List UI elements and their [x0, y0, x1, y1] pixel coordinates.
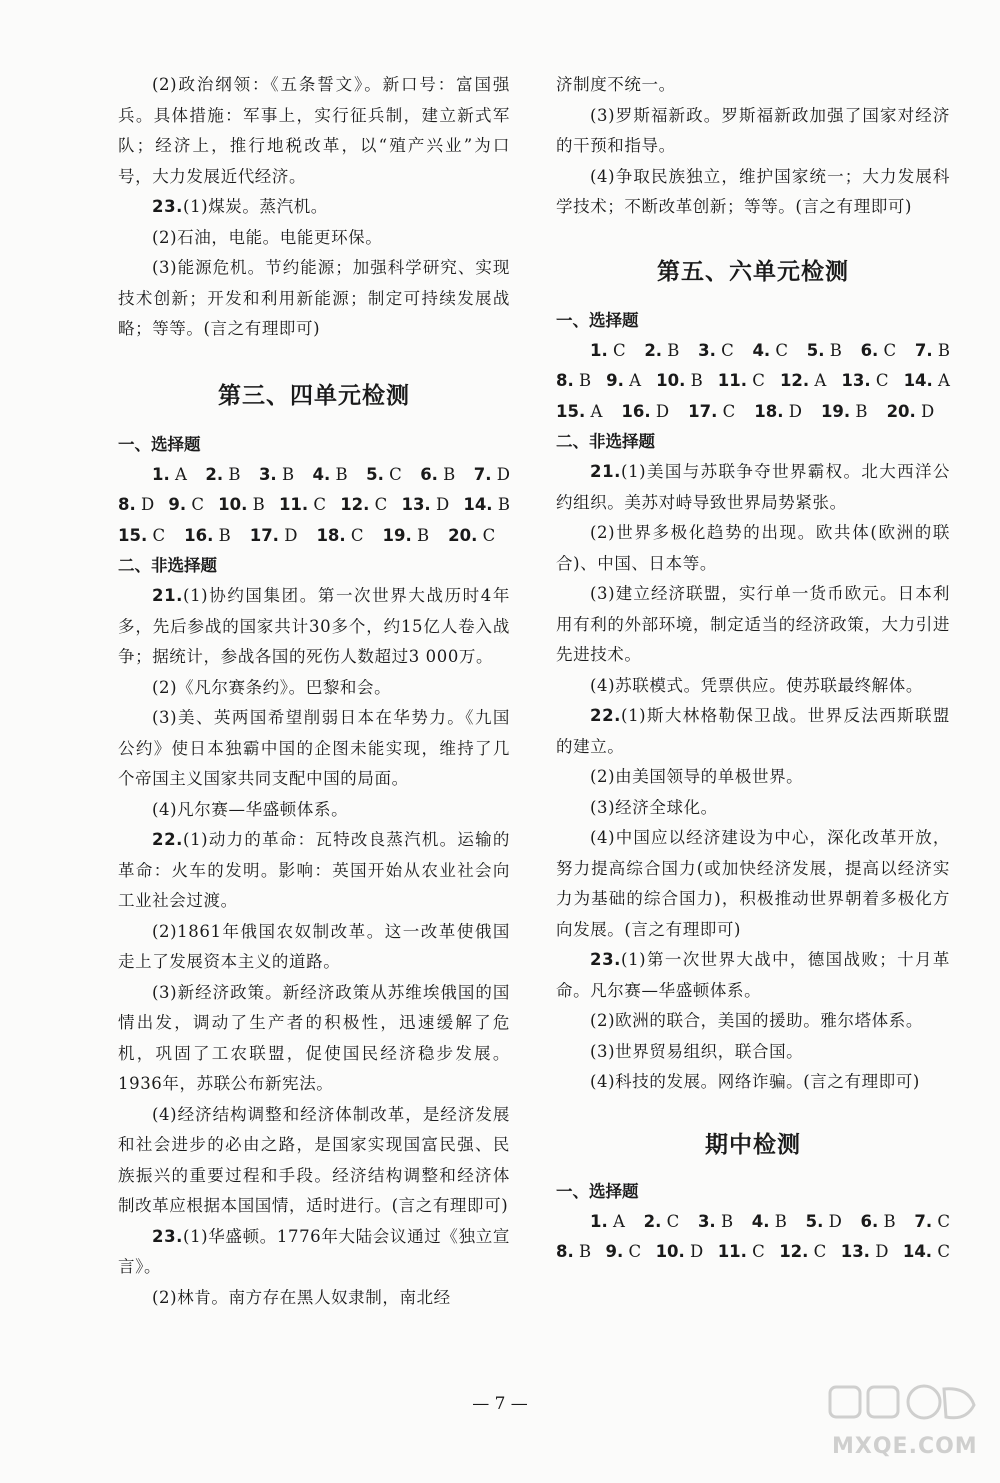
- answer-item: [279, 490, 326, 521]
- answer-letter: C: [607, 340, 626, 360]
- paragraph: (2)林肯。南方存在黑人奴隶制，南北经: [152, 1287, 451, 1307]
- answer-letter: B: [824, 340, 842, 360]
- answer-21: [118, 581, 510, 673]
- paragraph: (2)欧洲的联合，美国的援助。雅尔塔体系。: [590, 1011, 923, 1030]
- question-number: 20.: [886, 401, 916, 421]
- answer-letter: B: [850, 401, 868, 421]
- paragraph: (2)世界多极化趋势的出现。欧共体(欧洲的联合)、中国、日本等。: [556, 523, 950, 573]
- question-number: 7.: [473, 464, 492, 484]
- answer-item: [590, 336, 626, 367]
- answer-grid: [556, 336, 950, 428]
- answer-letter: C: [186, 495, 205, 514]
- answer-text: (1)动力的革命：瓦特改良蒸汽机。运输的革命：火车的发明。影响：英国开始从农业社会向工业社会过渡。: [118, 830, 510, 910]
- answer-letter: A: [607, 1211, 625, 1231]
- answer-item: [420, 460, 455, 491]
- question-number: 18.: [316, 525, 346, 545]
- answer-letter: B: [573, 371, 592, 390]
- answer-item: [259, 460, 294, 491]
- answer-item: [118, 490, 154, 521]
- answer-item: [383, 521, 430, 552]
- question-number: 4.: [752, 340, 771, 360]
- paragraph: (3)美、英两国希望削弱日本在华势力。《九国公约》使日本独霸中国的企图未能实现，维持了几个帝国主义国家共同支配中国的局面。: [118, 708, 510, 788]
- answer-letter: B: [276, 464, 295, 484]
- section-title: 第五、六单元检测: [657, 257, 849, 285]
- answer-letter: C: [870, 371, 889, 390]
- question-number: 8.: [118, 495, 136, 514]
- answer-row: [556, 366, 950, 397]
- answer-letter: D: [430, 495, 450, 514]
- section-title: 第三、四单元检测: [218, 381, 410, 409]
- paragraph: (3)经济全球化。: [590, 797, 718, 817]
- section-title: 期中检测: [705, 1130, 801, 1158]
- question-number: 14.: [902, 1242, 933, 1261]
- answer-letter: A: [585, 401, 603, 421]
- answer-item: [806, 1207, 842, 1238]
- answer-letter: B: [685, 371, 703, 390]
- question-number: 14.: [463, 495, 493, 514]
- answer-item: [340, 490, 387, 521]
- answer-item: [718, 366, 765, 397]
- left-column: [118, 70, 510, 1313]
- answer-item: [205, 460, 240, 491]
- answer-letter: C: [369, 495, 388, 514]
- answer-letter: B: [715, 1211, 734, 1231]
- part-heading: 二、非选择题: [118, 556, 217, 575]
- answer-letter: C: [661, 1211, 680, 1231]
- answer-text: (1)美国与苏联争夺世界霸权。北大西洋公约组织。美苏对峙导致世界局势紧张。: [556, 462, 950, 512]
- question-number: 19.: [382, 525, 412, 545]
- answer-letter: A: [809, 371, 827, 390]
- answer-item: [152, 460, 187, 491]
- paragraph: (3)世界贸易组织，联合国。: [590, 1041, 804, 1061]
- paragraph: (2)石油，电能。电能更环保。: [152, 227, 383, 247]
- question-number: 7.: [914, 340, 933, 360]
- question-number: 18.: [754, 401, 784, 421]
- answer-letter: C: [383, 464, 402, 484]
- paragraph: (2)政治纲领：《五条誓文》。新口号：富国强兵。具体措施：军事上，实行征兵制，建立新式军队；经济上，推行地税改革，以“殖产兴业”为口号，大力发展近代经济。: [118, 75, 510, 186]
- answer-item: [821, 397, 868, 428]
- question-number: 5.: [805, 1211, 824, 1231]
- answer-item: [556, 397, 602, 428]
- question-number: 23.: [152, 1226, 184, 1246]
- answer-item: [887, 397, 935, 428]
- answer-item: [914, 1207, 950, 1238]
- answer-letter: C: [770, 340, 789, 360]
- answer-item: [590, 1207, 625, 1238]
- answer-item: [752, 1207, 787, 1238]
- answer-row: [556, 1207, 950, 1238]
- answer-item: [366, 460, 402, 491]
- answer-letter: A: [932, 371, 950, 390]
- answer-item: [841, 1237, 889, 1268]
- answer-23: [118, 1222, 510, 1283]
- right-column: [556, 70, 950, 1268]
- answer-item: [118, 521, 165, 552]
- question-number: 11.: [717, 1242, 747, 1261]
- question-number: 6.: [860, 340, 879, 360]
- answer-text: (1)第一次世界大战中，德国战败；十月革命。凡尔赛—华盛顿体系。: [556, 950, 950, 1000]
- question-number: 10.: [218, 495, 248, 514]
- answer-letter: C: [747, 371, 765, 390]
- paragraph: (2)《凡尔赛条约》。巴黎和会。: [152, 677, 392, 697]
- answer-letter: B: [437, 464, 456, 484]
- paragraph: (2)由美国领导的单极世界。: [590, 767, 804, 786]
- watermark-seal-box: [868, 1387, 898, 1417]
- question-number: 22.: [590, 706, 622, 725]
- answer-item: [218, 490, 265, 521]
- answer-item: [656, 366, 703, 397]
- answer-letter: B: [330, 464, 348, 484]
- question-number: 9.: [606, 371, 624, 390]
- question-number: 4.: [312, 464, 331, 484]
- paragraph: (4)经济结构调整和经济体制改革，是经济发展和社会进步的必由之路，是国家实现国富民强、民族振兴的重要过程和手段。经济结构调整和经济体制改革应根据本国国情，适时进行。(言之有理即可): [118, 1104, 510, 1215]
- answer-item: [401, 490, 449, 521]
- answer-letter: C: [746, 1242, 765, 1261]
- question-number: 5.: [806, 340, 825, 360]
- answer-letter: D: [915, 401, 935, 421]
- question-number: 10.: [656, 371, 686, 390]
- part-heading: 一、选择题: [556, 1181, 639, 1201]
- question-number: 1.: [590, 1211, 608, 1231]
- answer-item: [807, 336, 842, 367]
- question-number: 12.: [779, 371, 810, 390]
- question-number: 3.: [698, 340, 716, 360]
- paragraph: (4)中国应以经济建设为中心，深化改革开放，努力提高综合国力(或加快经济发展，提高以经济实力为基础的综合国力)，积极推动世界朝着多极化方向发展。(言之有理即可): [556, 828, 950, 939]
- question-number: 3.: [697, 1211, 716, 1231]
- answer-item: [250, 521, 298, 552]
- answer-letter: D: [869, 1242, 889, 1261]
- answer-item: [316, 521, 363, 552]
- answer-letter: D: [135, 495, 155, 514]
- question-number: 8.: [556, 1242, 574, 1261]
- answer-item: [841, 366, 888, 397]
- answer-row: [556, 1237, 950, 1268]
- paragraph: 济制度不统一。: [556, 75, 676, 94]
- question-number: 12.: [340, 495, 370, 514]
- answer-row: [118, 460, 510, 491]
- answer-letter: A: [623, 371, 642, 390]
- answer-text: (1)煤炭。蒸汽机。: [183, 197, 328, 216]
- answer-22: [118, 825, 510, 917]
- paragraph: (4)科技的发展。网络诈骗。(言之有理即可): [590, 1072, 920, 1091]
- answer-item: [556, 366, 591, 397]
- paragraph: (3)新经济政策。新经济政策从苏维埃俄国的国情出发，调动了生产者的积极性，迅速缓解了危机，巩固了工农联盟，促使国民经济稳步发展。1936年，苏联公布新宪法。: [118, 982, 510, 1093]
- paragraph: (4)争取民族独立，维护国家统一；大力发展科学技术；不断改革创新；等等。(言之有理即可): [556, 166, 950, 216]
- answer-letter: D: [278, 525, 298, 545]
- question-number: 9.: [168, 495, 187, 514]
- paragraph: (3)能源危机。节约能源；加强科学研究、实现技术创新；开发和利用新能源；制定可持续发展战略；等等。(言之有理即可): [118, 258, 510, 338]
- answer-letter: C: [147, 525, 166, 545]
- answer-item: [904, 366, 950, 397]
- answer-letter: C: [878, 340, 897, 360]
- question-number: 8.: [556, 371, 574, 390]
- paragraph: (3)罗斯福新政。罗斯福新政加强了国家对经济的干预和指导。: [556, 105, 950, 155]
- question-number: 6.: [860, 1211, 879, 1231]
- answer-item: [606, 1237, 642, 1268]
- question-number: 2.: [644, 340, 663, 360]
- paragraph: (4)凡尔赛—华盛顿体系。: [152, 799, 349, 819]
- answer-item: [656, 1237, 704, 1268]
- answer-item: [698, 336, 734, 367]
- question-number: 22.: [152, 830, 184, 849]
- paragraph: (4)苏联模式。凭票供应。使苏联最终解体。: [590, 675, 923, 695]
- answer-letter: B: [213, 525, 231, 545]
- answer-23: [556, 945, 950, 1006]
- answer-letter: C: [932, 1242, 950, 1261]
- answer-row: [118, 490, 510, 521]
- question-number: 20.: [448, 525, 478, 545]
- question-number: 21.: [590, 462, 622, 481]
- part-heading: 二、非选择题: [556, 432, 655, 451]
- part-heading: 一、选择题: [556, 310, 639, 330]
- answer-grid: [118, 460, 510, 552]
- answer-item: [556, 1237, 591, 1268]
- question-number: 4.: [751, 1211, 770, 1231]
- answer-letter: C: [717, 401, 736, 421]
- answer-letter: C: [715, 340, 734, 360]
- answer-item: [915, 336, 950, 367]
- question-number: 12.: [779, 1242, 809, 1261]
- answer-item: [779, 1237, 826, 1268]
- answer-item: [606, 366, 641, 397]
- answer-letter: C: [623, 1242, 642, 1261]
- answer-item: [752, 336, 788, 367]
- answer-item: [861, 1207, 896, 1238]
- answer-grid: [556, 1207, 950, 1268]
- answer-item: [448, 521, 495, 552]
- answer-letter: B: [573, 1242, 592, 1261]
- answer-item: [313, 460, 348, 491]
- answer-item: [780, 366, 826, 397]
- part-heading: 一、选择题: [118, 434, 201, 454]
- answer-letter: B: [932, 340, 950, 360]
- question-number: 2.: [643, 1211, 662, 1231]
- answer-letter: B: [492, 495, 510, 514]
- question-number: 19.: [820, 401, 851, 421]
- question-number: 21.: [152, 586, 184, 605]
- question-number: 1.: [152, 464, 170, 484]
- answer-letter: C: [477, 525, 496, 545]
- question-number: 16.: [184, 525, 214, 545]
- answer-letter: B: [247, 495, 265, 514]
- answer-22: [556, 701, 950, 762]
- answer-row: [118, 521, 510, 552]
- answer-23: [118, 192, 510, 223]
- question-number: 6.: [420, 464, 438, 484]
- watermark-seal-box: [830, 1387, 860, 1417]
- question-number: 13.: [841, 371, 871, 390]
- question-number: 23.: [152, 197, 184, 216]
- answer-text: (1)斯大林格勒保卫战。世界反法西斯联盟的建立。: [556, 706, 950, 756]
- question-number: 17.: [249, 525, 279, 545]
- answer-item: [718, 1237, 765, 1268]
- answer-letter: D: [491, 464, 510, 484]
- answer-letter: D: [783, 401, 802, 421]
- answer-item: [463, 490, 510, 521]
- answer-row: [556, 397, 950, 428]
- answer-item: [184, 521, 231, 552]
- question-number: 11.: [278, 495, 309, 514]
- answer-text: (1)华盛顿。1776年大陆会议通过《独立宣言》。: [118, 1226, 510, 1276]
- question-number: 10.: [655, 1242, 685, 1261]
- paragraph: (2)1861年俄国农奴制改革。这一改革使俄国走上了发展资本主义的道路。: [118, 921, 510, 971]
- question-number: 17.: [688, 401, 718, 421]
- answer-letter: A: [169, 464, 187, 484]
- question-number: 13.: [840, 1242, 870, 1261]
- question-number: 23.: [590, 950, 622, 969]
- answer-item: [698, 1207, 733, 1238]
- answer-item: [644, 336, 679, 367]
- answer-letter: D: [650, 401, 670, 421]
- watermark-text: MXQE.COM: [832, 1434, 978, 1459]
- page-number: — 7 —: [472, 1394, 528, 1414]
- watermark-swoosh: [944, 1389, 974, 1418]
- answer-letter: C: [308, 495, 327, 514]
- answer-row: [556, 336, 950, 367]
- answer-letter: B: [769, 1211, 787, 1231]
- question-number: 7.: [914, 1211, 933, 1231]
- answer-item: [474, 460, 510, 491]
- question-number: 13.: [401, 495, 431, 514]
- answer-letter: B: [878, 1211, 896, 1231]
- watermark-logo: [828, 1381, 978, 1471]
- answer-21: [556, 457, 950, 518]
- answer-item: [621, 397, 669, 428]
- question-number: 2.: [205, 464, 224, 484]
- question-number: 16.: [621, 401, 651, 421]
- answer-letter: B: [223, 464, 241, 484]
- answer-letter: C: [345, 525, 364, 545]
- question-number: 14.: [903, 371, 933, 390]
- question-number: 9.: [605, 1242, 624, 1261]
- answer-letter: B: [662, 340, 680, 360]
- answer-letter: D: [684, 1242, 704, 1261]
- question-number: 3.: [258, 464, 277, 484]
- answer-item: [861, 336, 897, 367]
- question-number: 15.: [556, 401, 586, 421]
- answer-letter: C: [932, 1211, 950, 1231]
- watermark-seal-circle: [908, 1386, 940, 1418]
- paragraph: (3)建立经济联盟，实行单一货币欧元。日本利用有利的外部环境，制定适当的经济政策，大力引进先进技术。: [556, 584, 950, 664]
- answer-item: [644, 1207, 680, 1238]
- answer-letter: D: [823, 1211, 842, 1231]
- answer-item: [754, 397, 802, 428]
- answer-letter: C: [808, 1242, 827, 1261]
- answer-item: [688, 397, 735, 428]
- answer-item: [903, 1237, 950, 1268]
- question-number: 15.: [118, 525, 148, 545]
- question-number: 1.: [590, 340, 608, 360]
- question-number: 11.: [717, 371, 748, 390]
- answer-letter: B: [411, 525, 430, 545]
- question-number: 5.: [366, 464, 384, 484]
- answer-item: [168, 490, 204, 521]
- answer-text: (1)协约国集团。第一次世界大战历时4年多，先后参战的国家共计30多个，约15亿人卷入战争；据统计，参战各国的死伤人数超过3 000万。: [118, 586, 510, 666]
